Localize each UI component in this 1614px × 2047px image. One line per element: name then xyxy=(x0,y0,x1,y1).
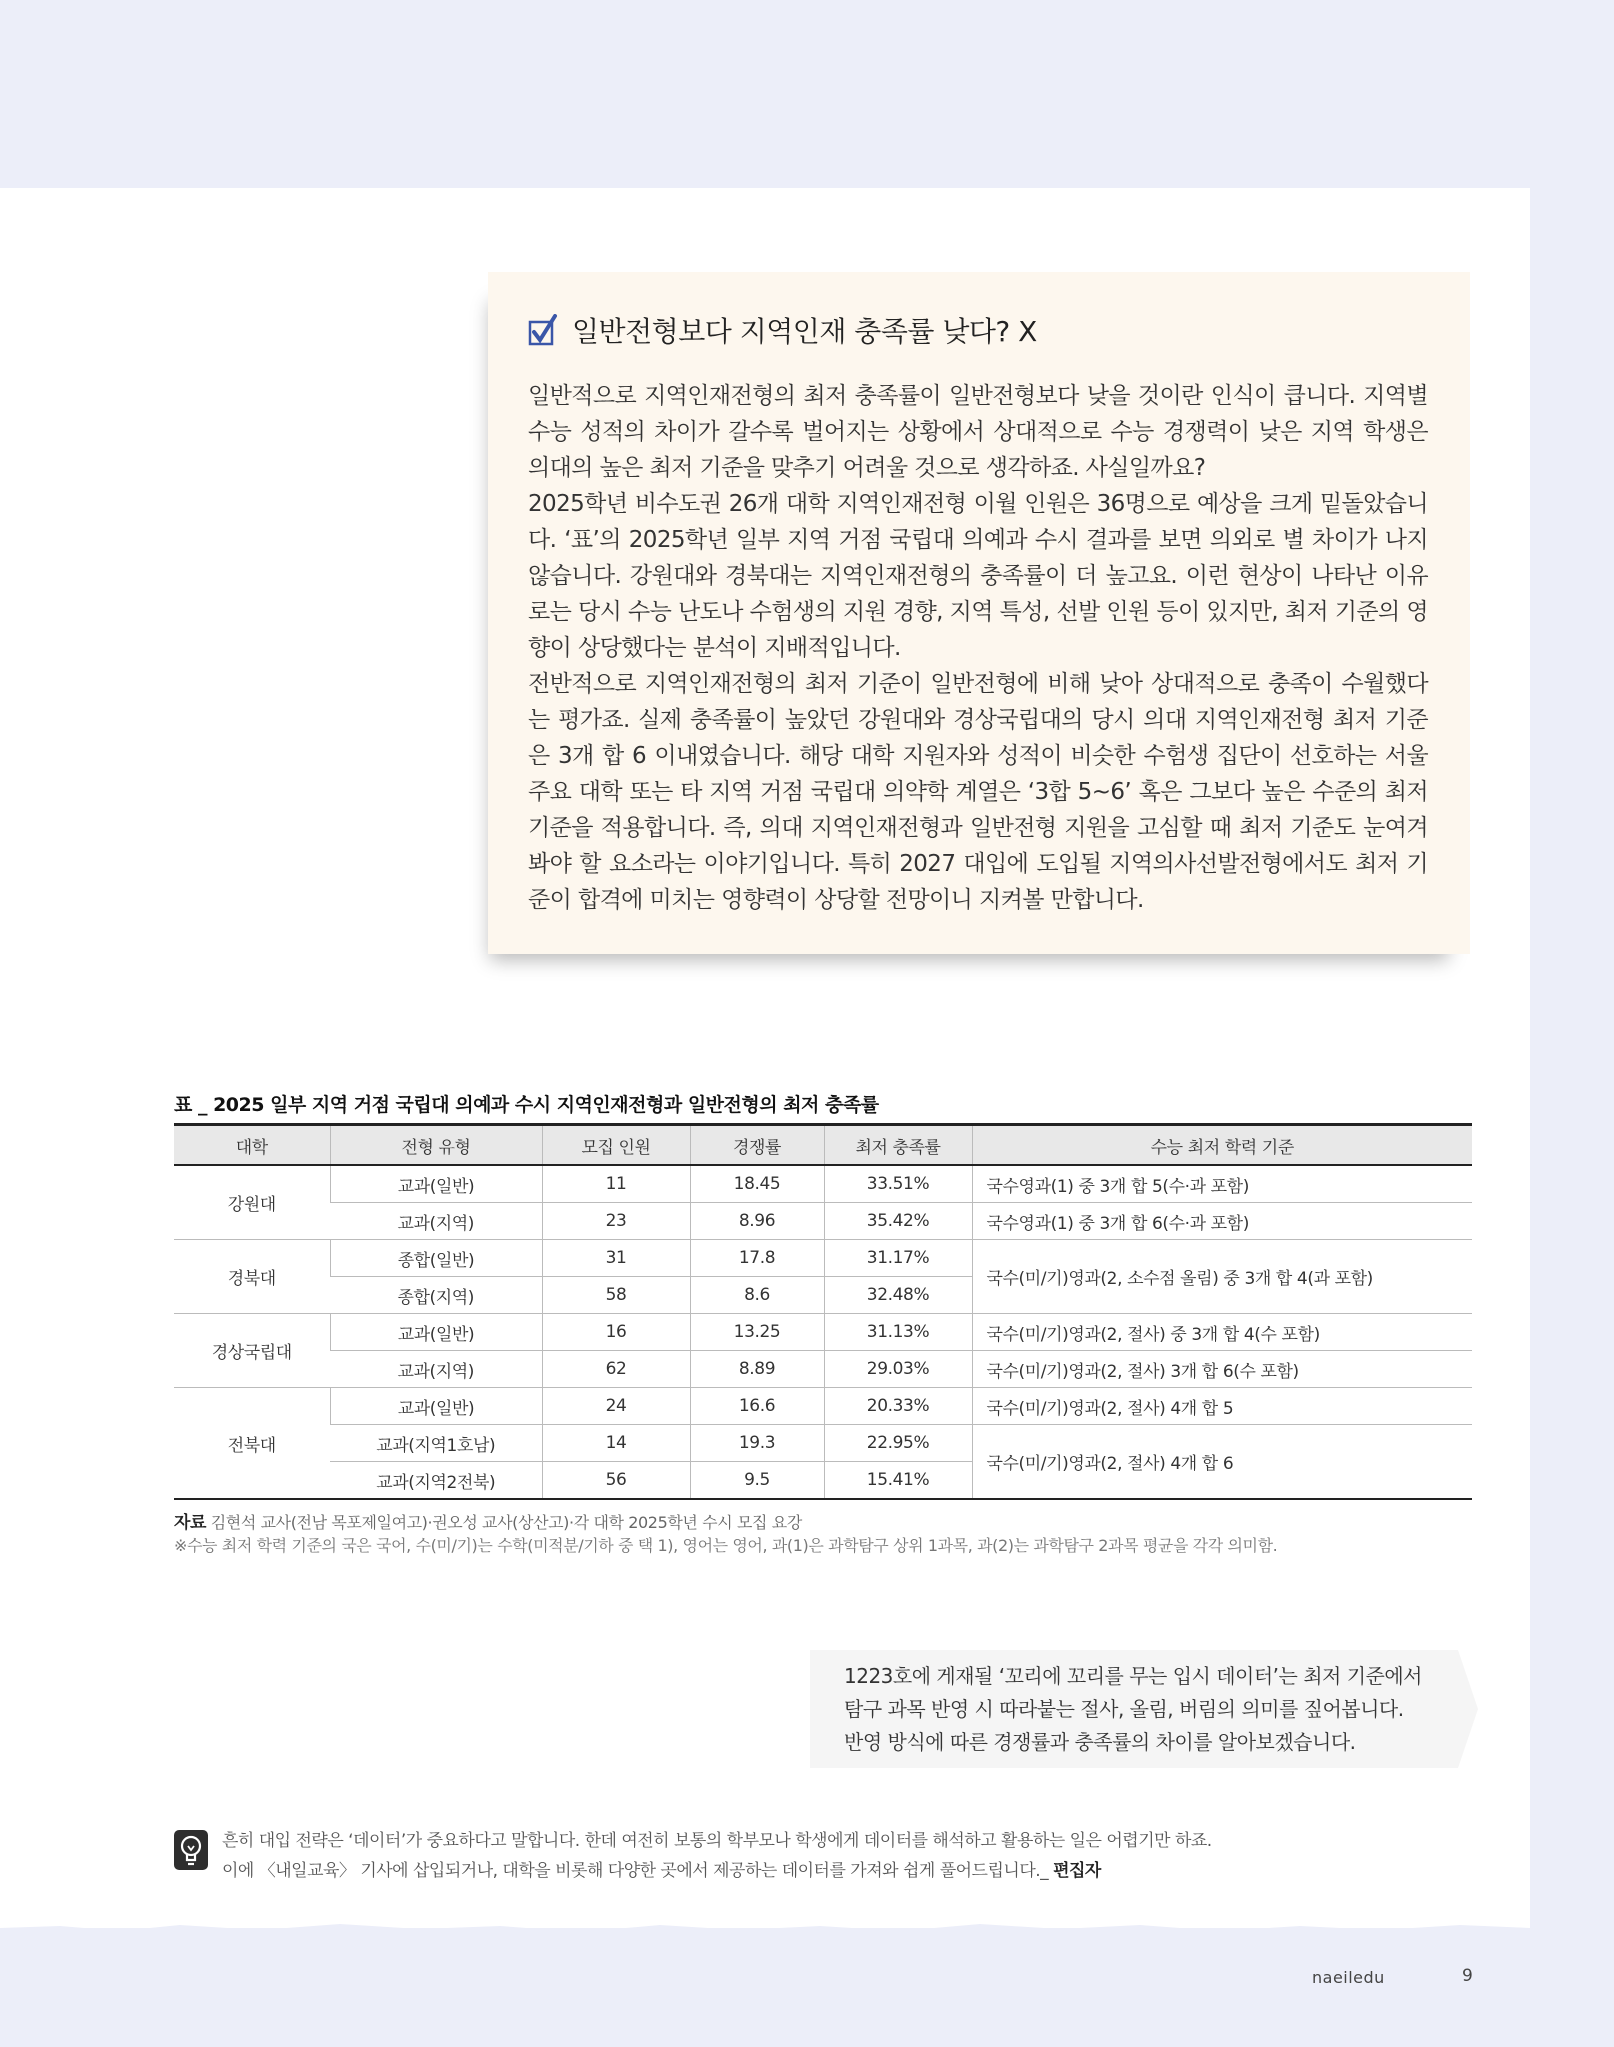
preview-line: 1223호에 게재될 ‘꼬리에 꼬리를 무는 입시 데이터’는 최저 기준에서 xyxy=(844,1664,1422,1688)
ratio-cell: 16.6 xyxy=(690,1388,824,1425)
next-issue-preview xyxy=(810,1650,1450,1768)
intro-line xyxy=(222,1856,1212,1886)
ratio-cell: 13.25 xyxy=(690,1314,824,1351)
header-cell: 모집 인원 xyxy=(542,1125,690,1166)
preview-text xyxy=(844,1660,1444,1759)
quota-cell: 14 xyxy=(542,1425,690,1462)
intro-line-2: 이에 〈내일교육〉 기사에 삽입되거나, 대학을 비롯해 다양한 곳에서 제공하는 데이터를 가져와 쉽게 풀어드립니다._ xyxy=(222,1861,1049,1881)
ratio-cell: 8.6 xyxy=(690,1277,824,1314)
table-row xyxy=(174,1314,1472,1351)
page-number: 9 xyxy=(1462,1966,1473,1986)
standard-cell: 국수(미/기)영과(2, 절사) 4개 합 5 xyxy=(972,1388,1472,1425)
type-cell: 교과(지역) xyxy=(330,1351,542,1388)
standard-cell: 국수(미/기)영과(2, 절사) 4개 합 6 xyxy=(972,1425,1472,1500)
univ-cell: 경상국립대 xyxy=(174,1314,330,1388)
quota-cell: 23 xyxy=(542,1203,690,1240)
callout-paragraph: 전반적으로 지역인재전형의 최저 기준이 일반전형에 비해 낮아 상대적으로 충족이 수월했다는 평가죠. 실제 충족률이 높았던 강원대와 경상국립대의 당시 의대 지역인재전형 최저 기준은 3개 합 6 이내였습니다. 해당 대학 지원자와 성적이 비슷한 수험생 집단이 선호하는 서울 주요 대학 또는 타 지역 거점 국립대 의약학 계열은 ‘3합 5~6’ 혹은 그보다 높은 수준의 최저 기준을 적용합니다. 즉, 의대 지역인재전형과 일반전형 지원을 고심할 때 최저 기준도 눈여겨봐야 할 요소라는 이야기입니다. 특히 2027 대입에 도입될 지역의사선발전형에서도 최저 기준이 합격에 미치는 영향력이 상당할 전망이니 지켜볼 만합니다. xyxy=(528,671,1428,913)
rate-cell: 29.03% xyxy=(824,1351,972,1388)
header-cell: 전형 유형 xyxy=(330,1125,542,1166)
standard-cell: 국수(미/기)영과(2, 절사) 중 3개 합 4(수 포함) xyxy=(972,1314,1472,1351)
source-label: 자료 xyxy=(174,1513,207,1533)
standard-cell: 국수(미/기)영과(2, 소수점 올림) 중 3개 합 4(과 포함) xyxy=(972,1240,1472,1314)
type-cell: 교과(일반) xyxy=(330,1388,542,1425)
preview-line: 탐구 과목 반영 시 따라붙는 절사, 올림, 버림의 의미를 짚어봅니다. xyxy=(844,1697,1404,1721)
table-note: ※수능 최저 학력 기준의 국은 국어, 수(미/기)는 수학(미적분/기하 중 택 1), 영어는 영어, 과(1)은 과학탐구 상위 1과목, 과(2)는 과학탐구 2과목 평균을 각각 의미함. xyxy=(174,1536,1278,1555)
preview-arrow-shape xyxy=(1450,1650,1480,1768)
callout-paragraph: 2025학년 비수도권 26개 대학 지역인재전형 이월 인원은 36명으로 예상을 크게 밑돌았습니다. ‘표’의 2025학년 일부 지역 거점 국립대 의예과 수시 결과를 보면 의외로 별 차이가 나지 않습니다. 강원대와 경북대는 지역인재전형의 충족률이 더 높고요. 이런 현상이 나타난 이유로는 당시 수능 난도나 수험생의 지원 경향, 지역 특성, 선발 인원 등이 있지만, 최저 기준의 영향이 상당했다는 분석이 지배적입니다. xyxy=(528,491,1428,661)
header-cell: 대학 xyxy=(174,1125,330,1166)
intro-text xyxy=(222,1826,1212,1886)
source-text: 김현석 교사(전남 목포제일여고)·권오성 교사(상산고)·각 대학 2025학년 수시 모집 요강 xyxy=(210,1513,802,1532)
table-row xyxy=(174,1240,1472,1277)
ratio-cell: 17.8 xyxy=(690,1240,824,1277)
quota-cell: 56 xyxy=(542,1462,690,1500)
callout-box xyxy=(488,272,1470,954)
rate-cell: 32.48% xyxy=(824,1277,972,1314)
quota-cell: 16 xyxy=(542,1314,690,1351)
rate-cell: 33.51% xyxy=(824,1165,972,1203)
callout-header xyxy=(528,310,1037,350)
quota-cell: 24 xyxy=(542,1388,690,1425)
univ-cell: 경북대 xyxy=(174,1240,330,1314)
intro-line: 흔히 대입 전략은 ‘데이터’가 중요하다고 말합니다. 한데 여전히 보통의 학부모나 학생에게 데이터를 해석하고 활용하는 일은 어렵기만 하죠. xyxy=(222,1831,1212,1851)
univ-cell: 강원대 xyxy=(174,1165,330,1240)
type-cell: 종합(일반) xyxy=(330,1240,542,1277)
ratio-cell: 9.5 xyxy=(690,1462,824,1500)
rate-cell: 20.33% xyxy=(824,1388,972,1425)
rate-cell: 22.95% xyxy=(824,1425,972,1462)
ratio-cell: 8.89 xyxy=(690,1351,824,1388)
type-cell: 교과(지역) xyxy=(330,1203,542,1240)
quota-cell: 62 xyxy=(542,1351,690,1388)
univ-cell: 전북대 xyxy=(174,1388,330,1500)
header-cell: 수능 최저 학력 기준 xyxy=(972,1125,1472,1166)
table-row xyxy=(174,1388,1472,1425)
quota-cell: 58 xyxy=(542,1277,690,1314)
ratio-cell: 19.3 xyxy=(690,1425,824,1462)
callout-body xyxy=(528,378,1428,918)
type-cell: 교과(지역2전북) xyxy=(330,1462,542,1500)
header-cell: 최저 충족률 xyxy=(824,1125,972,1166)
type-cell: 교과(지역1호남) xyxy=(330,1425,542,1462)
preview-line: 반영 방식에 따른 경쟁률과 충족률의 차이를 알아보겠습니다. xyxy=(844,1730,1356,1754)
callout-title: 일반전형보다 지역인재 충족률 낮다? X xyxy=(572,315,1037,348)
lightbulb-icon xyxy=(174,1830,208,1870)
rate-cell: 31.13% xyxy=(824,1314,972,1351)
rate-cell: 15.41% xyxy=(824,1462,972,1500)
footer-brand: naeiledu xyxy=(1312,1968,1385,1987)
standard-cell: 국수(미/기)영과(2, 절사) 3개 합 6(수 포함) xyxy=(972,1351,1472,1388)
standard-cell: 국수영과(1) 중 3개 합 5(수·과 포함) xyxy=(972,1165,1472,1203)
table-row xyxy=(174,1351,1472,1388)
quota-cell: 31 xyxy=(542,1240,690,1277)
table-source xyxy=(174,1508,802,1533)
type-cell: 교과(일반) xyxy=(330,1314,542,1351)
table-title: 표 _ 2025 일부 지역 거점 국립대 의예과 수시 지역인재전형과 일반전형의 최저 충족률 xyxy=(174,1094,879,1116)
header-cell: 경쟁률 xyxy=(690,1125,824,1166)
rate-cell: 31.17% xyxy=(824,1240,972,1277)
editor-label: 편집자 xyxy=(1053,1861,1101,1881)
rate-cell: 35.42% xyxy=(824,1203,972,1240)
standard-cell: 국수영과(1) 중 3개 합 6(수·과 포함) xyxy=(972,1203,1472,1240)
quota-cell: 11 xyxy=(542,1165,690,1203)
torn-edge xyxy=(0,1908,1530,1948)
ratio-cell: 8.96 xyxy=(690,1203,824,1240)
ratio-cell: 18.45 xyxy=(690,1165,824,1203)
check-icon xyxy=(528,314,558,346)
table-row xyxy=(174,1425,1472,1462)
data-table xyxy=(174,1123,1472,1500)
callout-paragraph: 일반적으로 지역인재전형의 최저 충족률이 일반전형보다 낮을 것이란 인식이 큽니다. 지역별 수능 성적의 차이가 갈수록 벌어지는 상황에서 상대적으로 수능 경쟁력이 낮은 지역 학생은 의대의 높은 최저 기준을 맞추기 어려울 것으로 생각하죠. 사실일까요? xyxy=(528,383,1428,481)
table-row xyxy=(174,1165,1472,1203)
type-cell: 교과(일반) xyxy=(330,1165,542,1203)
table-header-row xyxy=(174,1125,1472,1166)
type-cell: 종합(지역) xyxy=(330,1277,542,1314)
table-row xyxy=(174,1203,1472,1240)
